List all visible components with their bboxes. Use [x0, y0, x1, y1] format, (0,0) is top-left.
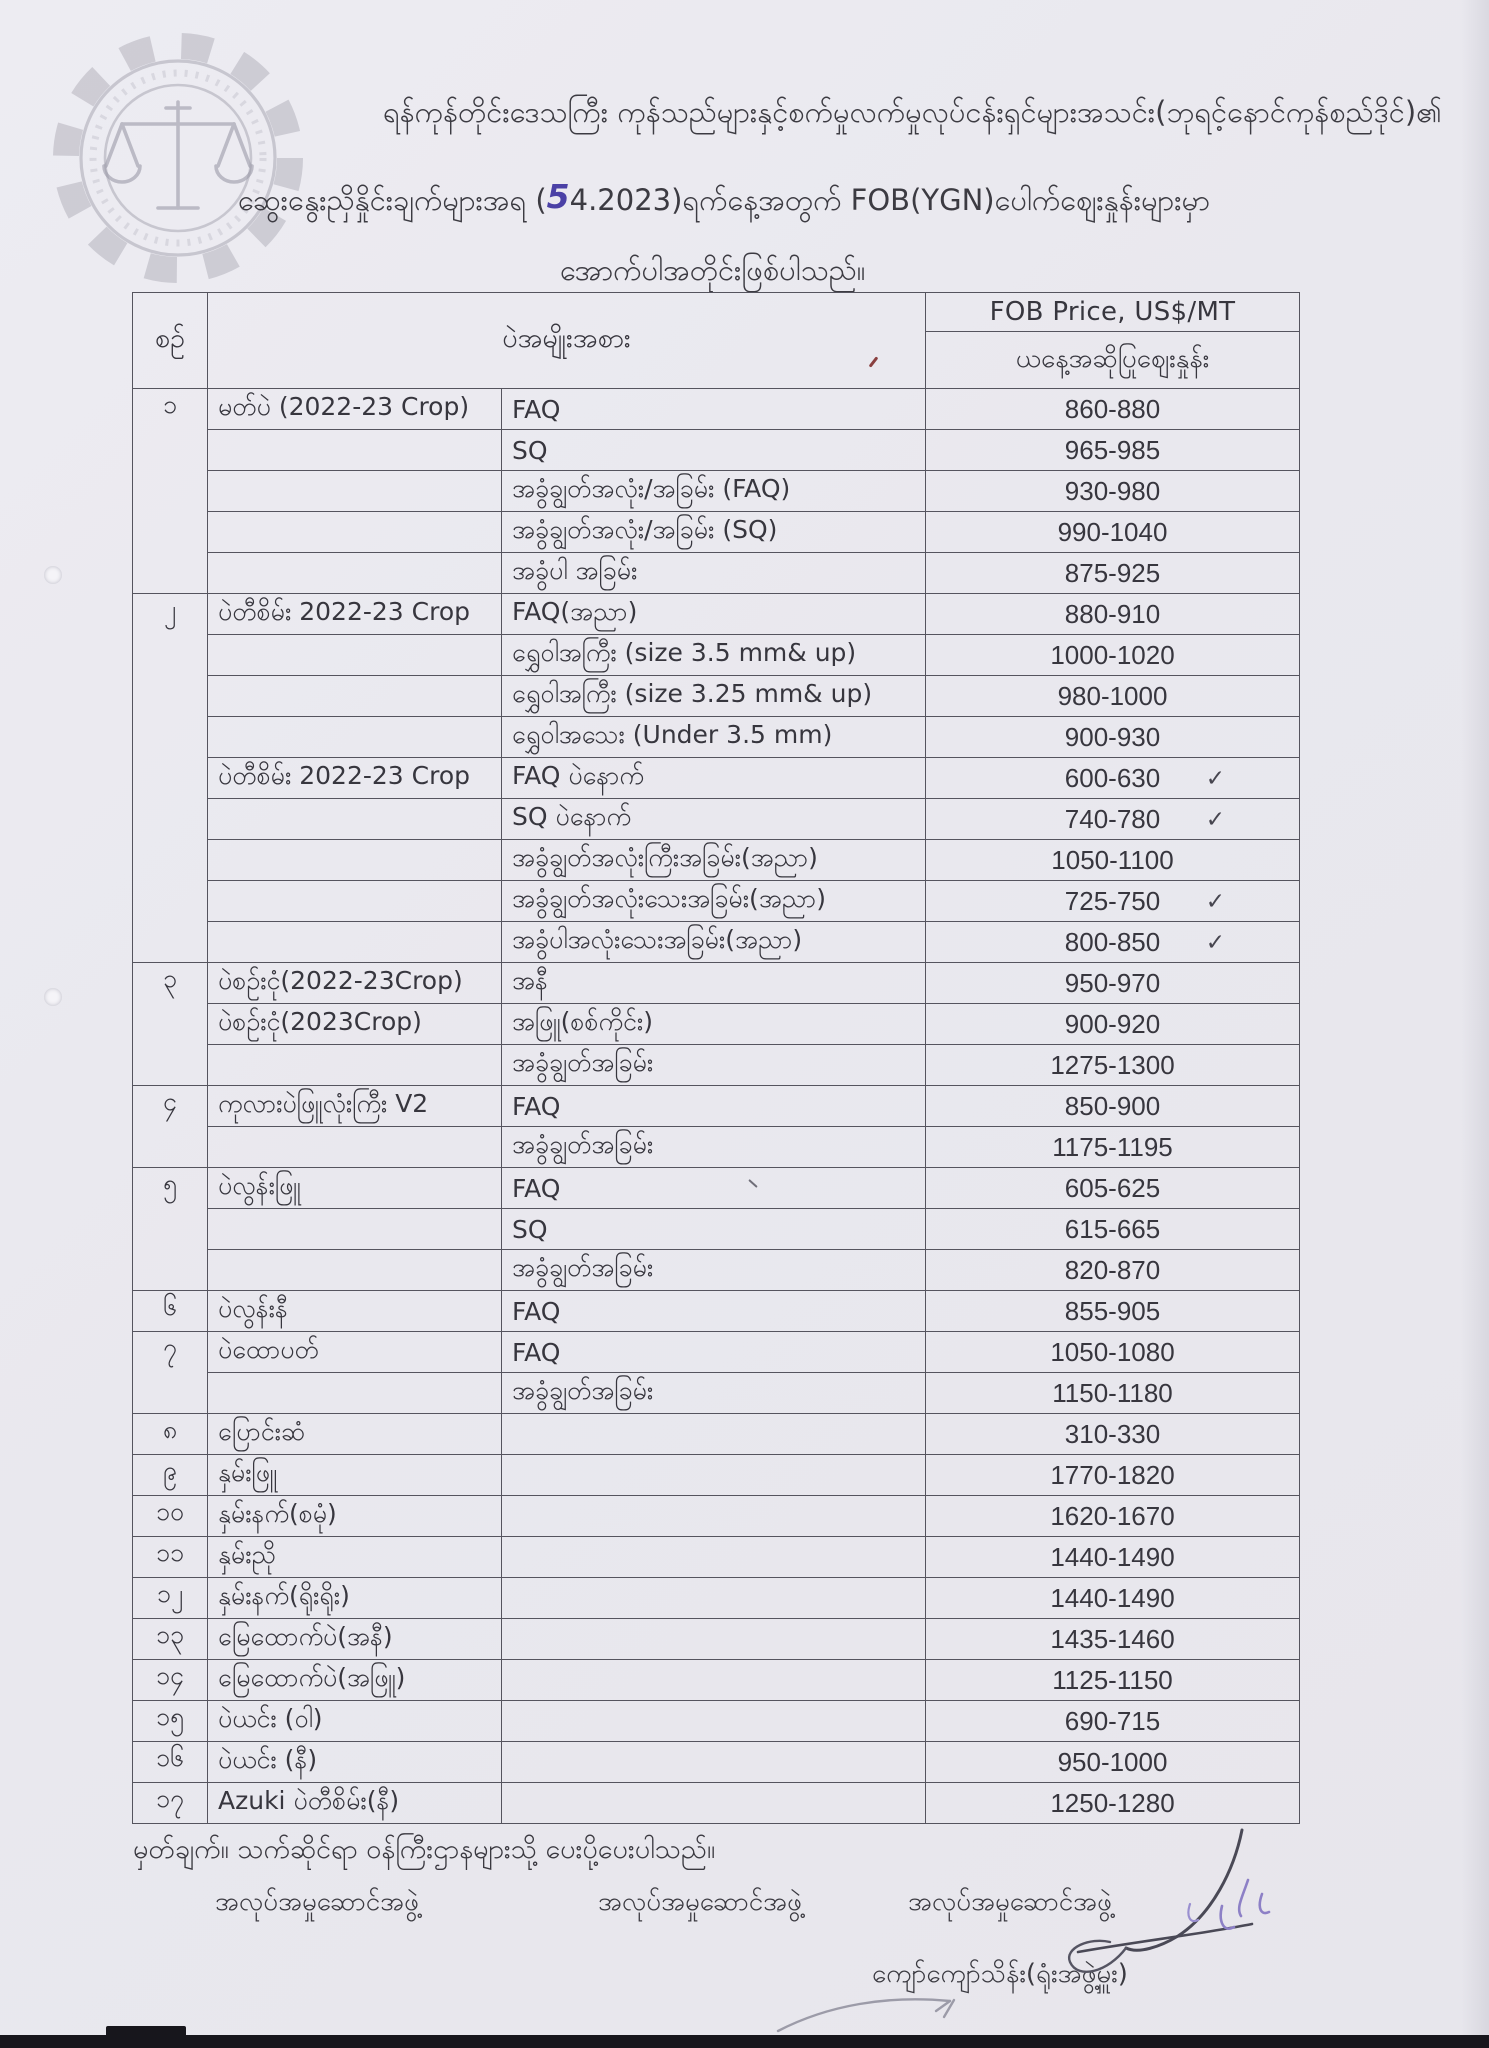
category-cell: [208, 922, 502, 963]
price-range: 990-1040: [1057, 516, 1168, 547]
column-header-price-sub: ယနေ့အဆိုပြုဈေးနှုန်း: [926, 332, 1300, 389]
handwritten-date-digit: 5: [546, 177, 570, 216]
price-range: 950-1000: [1057, 1746, 1168, 1777]
row-number: ၁၃: [133, 1619, 208, 1660]
price-cell: [926, 1455, 1300, 1496]
price-range: 950-970: [1064, 967, 1161, 998]
signer-name: ကျော်ကျော်သိန်း(ရုံးအဖွဲ့မှူး): [872, 1959, 1128, 1989]
table-row: [133, 1004, 1300, 1045]
price-range: 1050-1080: [1050, 1336, 1175, 1367]
row-number: ၄: [133, 1086, 208, 1168]
price-cell: [926, 881, 1300, 922]
price-cell: [926, 1578, 1300, 1619]
fob-price-table: [132, 292, 1300, 1824]
price-cell: [926, 512, 1300, 553]
price-cell: [926, 1537, 1300, 1578]
variety-cell: [502, 1455, 926, 1496]
category-cell: ပဲလွန်းဖြူ: [208, 1168, 502, 1209]
punch-hole: [44, 566, 62, 584]
table-row: [133, 799, 1300, 840]
price-cell: [926, 1660, 1300, 1701]
category-cell: [208, 881, 502, 922]
price-range: 725-750: [1064, 885, 1161, 916]
variety-cell: ရွှေဝါအကြီး (size 3.25 mm& up): [502, 676, 926, 717]
category-cell: [208, 1373, 502, 1414]
variety-cell: အခွံပါ အခြမ်း: [502, 553, 926, 594]
table-row: [133, 1496, 1300, 1537]
table-row: [133, 1660, 1300, 1701]
price-range: 1175-1195: [1052, 1131, 1173, 1162]
table-row: [133, 1455, 1300, 1496]
price-cell: [926, 1701, 1300, 1742]
price-range: 800-850: [1064, 926, 1161, 957]
table-row: [133, 881, 1300, 922]
price-cell: [926, 1414, 1300, 1455]
category-cell: [208, 512, 502, 553]
category-cell: [208, 430, 502, 471]
footnote: မှတ်ချက်။ သက်ဆိုင်ရာ ဝန်ကြီးဌာနများသို့ ပေးပို့ပေးပါသည်။: [133, 1834, 716, 1865]
table-row: [133, 840, 1300, 881]
variety-cell: [502, 1660, 926, 1701]
table-row: [133, 1250, 1300, 1291]
variety-cell: [502, 1414, 926, 1455]
category-cell: [208, 1209, 502, 1250]
price-range: 1150-1180: [1052, 1377, 1173, 1408]
table-row: [133, 1537, 1300, 1578]
variety-cell: FAQ: [502, 1168, 926, 1209]
category-cell: [208, 717, 502, 758]
category-cell: ပဲယင်း (ဝါ): [208, 1701, 502, 1742]
price-cell: [926, 1045, 1300, 1086]
price-cell: [926, 922, 1300, 963]
row-number: ၁၅: [133, 1701, 208, 1742]
variety-cell: အဖြူ(စစ်ကိုင်း): [502, 1004, 926, 1045]
table-row: [133, 635, 1300, 676]
price-cell: [926, 594, 1300, 635]
category-cell: ပဲလွန်းနီ: [208, 1291, 502, 1332]
price-cell: [926, 758, 1300, 799]
committee-label-2: အလုပ်အမှုဆောင်အဖွဲ့: [598, 1887, 802, 1917]
variety-cell: အနီ: [502, 963, 926, 1004]
table-row: [133, 594, 1300, 635]
price-range: 820-870: [1064, 1254, 1161, 1285]
price-range: 900-930: [1064, 721, 1161, 752]
category-cell: [208, 1250, 502, 1291]
category-cell: [208, 471, 502, 512]
category-cell: မြေထောက်ပဲ(အဖြူ): [208, 1660, 502, 1701]
price-range: 1440-1490: [1050, 1582, 1175, 1613]
price-cell: [926, 717, 1300, 758]
variety-cell: အခွံချွတ်အခြမ်း: [502, 1045, 926, 1086]
table-row: [133, 1045, 1300, 1086]
category-cell: ပဲတီစိမ်း 2022-23 Crop: [208, 758, 502, 799]
check-mark-icon: ✓: [1205, 929, 1226, 955]
row-number: ၉: [133, 1455, 208, 1496]
scan-bottom-blob: [106, 2026, 186, 2038]
row-number: ၁၂: [133, 1578, 208, 1619]
scales-of-justice-icon: [104, 102, 252, 208]
variety-cell: အခွံချွတ်အလုံး/အခြမ်း (SQ): [502, 512, 926, 553]
header-line-3: အောက်ပါအတိုင်းဖြစ်ပါသည်။: [560, 253, 866, 287]
table-row: [133, 1742, 1300, 1783]
table-row: [133, 1619, 1300, 1660]
variety-cell: အခွံချွတ်အလုံး/အခြမ်း (FAQ): [502, 471, 926, 512]
variety-cell: SQ: [502, 1209, 926, 1250]
category-cell: ပဲထောပတ်: [208, 1332, 502, 1373]
category-cell: [208, 840, 502, 881]
variety-cell: အခွံချွတ်အခြမ်း: [502, 1127, 926, 1168]
category-cell: နှမ်းနက်(စမုံ): [208, 1496, 502, 1537]
table-row: [133, 1373, 1300, 1414]
committee-label-3: အလုပ်အမှုဆောင်အဖွဲ့: [908, 1887, 1112, 1917]
table-row: [133, 717, 1300, 758]
price-cell: [926, 840, 1300, 881]
scan-bottom-edge: [0, 2035, 1489, 2048]
price-range: 850-900: [1064, 1090, 1161, 1121]
variety-cell: FAQ(အညာ): [502, 594, 926, 635]
table-row: [133, 1086, 1300, 1127]
price-range: 1000-1020: [1050, 639, 1175, 670]
variety-cell: အခွံချွတ်အခြမ်း: [502, 1373, 926, 1414]
variety-cell: [502, 1783, 926, 1824]
check-mark-icon: ✓: [1205, 888, 1226, 914]
header-line-2-prefix: ဆွေးနွေးညှိနှိုင်းချက်များအရ (: [238, 183, 547, 217]
table-row: [133, 1127, 1300, 1168]
price-range: 875-925: [1064, 557, 1161, 588]
price-range: 855-905: [1064, 1295, 1161, 1326]
row-number: ၁၄: [133, 1660, 208, 1701]
price-range: 1050-1100: [1051, 844, 1174, 875]
row-number: ၅: [133, 1168, 208, 1291]
price-cell: [926, 1496, 1300, 1537]
table-row: [133, 1168, 1300, 1209]
price-cell: [926, 799, 1300, 840]
check-mark-icon: ✓: [1205, 806, 1226, 832]
variety-cell: ရွှေဝါအသေး (Under 3.5 mm): [502, 717, 926, 758]
category-cell: [208, 799, 502, 840]
table-row: [133, 1209, 1300, 1250]
row-number: ၁: [133, 389, 208, 594]
row-number: ၆: [133, 1291, 208, 1332]
header-line-2: [238, 176, 1210, 222]
column-header-type: ပဲအမျိုးအစား: [208, 293, 926, 389]
table-row: [133, 389, 1300, 430]
variety-cell: အခွံပါအလုံးသေးအခြမ်း(အညာ): [502, 922, 926, 963]
price-range: 880-910: [1064, 598, 1161, 629]
check-mark-icon: ✓: [1205, 765, 1226, 791]
row-number: ၃: [133, 963, 208, 1086]
category-cell: ပဲယင်း (နီ): [208, 1742, 502, 1783]
punch-hole: [44, 988, 62, 1006]
category-cell: နှမ်းနက်(ရိုးရိုး): [208, 1578, 502, 1619]
category-cell: ပဲစဉ်းငုံ(2023Crop): [208, 1004, 502, 1045]
category-cell: ကုလားပဲဖြူလုံးကြီး V2: [208, 1086, 502, 1127]
scan-edge-shade: [1461, 0, 1489, 2048]
variety-cell: [502, 1496, 926, 1537]
category-cell: [208, 553, 502, 594]
variety-cell: ရွှေဝါအကြီး (size 3.5 mm& up): [502, 635, 926, 676]
price-cell: [926, 1332, 1300, 1373]
price-cell: [926, 1250, 1300, 1291]
price-cell: [926, 676, 1300, 717]
price-cell: [926, 1004, 1300, 1045]
price-range: 605-625: [1064, 1172, 1161, 1203]
handwritten-signature: [1010, 1812, 1310, 2012]
table-row: [133, 553, 1300, 594]
variety-cell: SQ ပဲနောက်: [502, 799, 926, 840]
table-row: [133, 512, 1300, 553]
variety-cell: FAQ: [502, 1086, 926, 1127]
price-cell: [926, 430, 1300, 471]
price-cell: [926, 1619, 1300, 1660]
association-seal-stamp: [28, 8, 308, 298]
table-row: [133, 1332, 1300, 1373]
row-number: ၁၁: [133, 1537, 208, 1578]
variety-cell: [502, 1537, 926, 1578]
variety-cell: [502, 1701, 926, 1742]
price-cell: [926, 1086, 1300, 1127]
table-row: [133, 963, 1300, 1004]
committee-label-1: အလုပ်အမှုဆောင်အဖွဲ့: [215, 1887, 419, 1917]
variety-cell: FAQ: [502, 389, 926, 430]
price-range: 1275-1300: [1050, 1049, 1175, 1080]
row-number: ၁၀: [133, 1496, 208, 1537]
price-cell: [926, 1742, 1300, 1783]
price-cell: [926, 1373, 1300, 1414]
price-range: 1770-1820: [1050, 1459, 1175, 1490]
variety-cell: SQ: [502, 430, 926, 471]
category-cell: မြေထောက်ပဲ(အနီ): [208, 1619, 502, 1660]
table-row: [133, 1578, 1300, 1619]
variety-cell: FAQ: [502, 1291, 926, 1332]
table-row: [133, 1291, 1300, 1332]
table-row: [133, 1701, 1300, 1742]
price-cell: [926, 1291, 1300, 1332]
category-cell: ပြောင်းဆံ: [208, 1414, 502, 1455]
category-cell: [208, 635, 502, 676]
variety-cell: FAQ ပဲနောက်: [502, 758, 926, 799]
category-cell: မတ်ပဲ (2022-23 Crop): [208, 389, 502, 430]
category-cell: [208, 1127, 502, 1168]
column-header-no: စဉ်: [133, 293, 208, 389]
price-cell: [926, 471, 1300, 512]
price-range: 1435-1460: [1050, 1623, 1175, 1654]
price-cell: [926, 1127, 1300, 1168]
price-range: 980-1000: [1057, 680, 1168, 711]
category-cell: နှမ်းဖြူ: [208, 1455, 502, 1496]
category-cell: နှမ်းညို: [208, 1537, 502, 1578]
table-row: [133, 430, 1300, 471]
category-cell: ပဲတီစိမ်း 2022-23 Crop: [208, 594, 502, 635]
price-table-body: [133, 389, 1300, 1824]
price-range: 1620-1670: [1050, 1500, 1175, 1531]
price-range: 600-630: [1064, 762, 1161, 793]
table-row: [133, 1414, 1300, 1455]
price-range: 1125-1150: [1052, 1664, 1173, 1695]
price-cell: [926, 1209, 1300, 1250]
category-cell: Azuki ပဲတီစိမ်း(နီ): [208, 1783, 502, 1824]
price-range: 310-330: [1064, 1418, 1161, 1449]
row-number: ၁၆: [133, 1742, 208, 1783]
price-range: 1250-1280: [1050, 1787, 1175, 1818]
price-range: 740-780: [1064, 803, 1161, 834]
category-cell: ပဲစဉ်းငုံ(2022-23Crop): [208, 963, 502, 1004]
variety-cell: အခွံချွတ်အလုံးသေးအခြမ်း(အညာ): [502, 881, 926, 922]
price-cell: [926, 1168, 1300, 1209]
price-cell: [926, 635, 1300, 676]
table-header-row: [133, 293, 1300, 332]
price-range: 1440-1490: [1050, 1541, 1175, 1572]
row-number: ၈: [133, 1414, 208, 1455]
table-row: [133, 676, 1300, 717]
variety-cell: FAQ: [502, 1332, 926, 1373]
price-range: 900-920: [1064, 1008, 1161, 1039]
row-number: ၂: [133, 594, 208, 963]
row-number: ၇: [133, 1332, 208, 1414]
variety-cell: အခွံချွတ်အခြမ်း: [502, 1250, 926, 1291]
price-cell: [926, 389, 1300, 430]
price-cell: [926, 963, 1300, 1004]
variety-cell: [502, 1578, 926, 1619]
table-row: [133, 471, 1300, 512]
category-cell: [208, 1045, 502, 1086]
price-cell: [926, 553, 1300, 594]
price-range: 690-715: [1064, 1705, 1161, 1736]
variety-cell: [502, 1742, 926, 1783]
header-line-1: ရန်ကုန်တိုင်းဒေသကြီး ကုန်သည်များနှင့်စက်မှုလက်မှုလုပ်ငန်းရှင်များအသင်း(ဘုရင့်နောင်ကုန်စည်ဒိုင်)၏: [383, 95, 1442, 129]
column-header-price-title: FOB Price, US$/MT: [926, 293, 1300, 332]
table-row: [133, 922, 1300, 963]
price-range: 615-665: [1064, 1213, 1161, 1244]
variety-cell: အခွံချွတ်အလုံးကြီးအခြမ်း(အညာ): [502, 840, 926, 881]
header-line-2-suffix: 4.2023)ရက်နေ့အတွက် FOB(YGN)ပေါက်ဈေးနှုန်းများမှာ: [569, 183, 1211, 217]
category-cell: [208, 676, 502, 717]
price-range: 965-985: [1064, 434, 1161, 465]
price-range: 860-880: [1064, 393, 1161, 424]
price-range: 930-980: [1064, 475, 1161, 506]
table-row: [133, 758, 1300, 799]
row-number: ၁၇: [133, 1783, 208, 1824]
variety-cell: [502, 1619, 926, 1660]
